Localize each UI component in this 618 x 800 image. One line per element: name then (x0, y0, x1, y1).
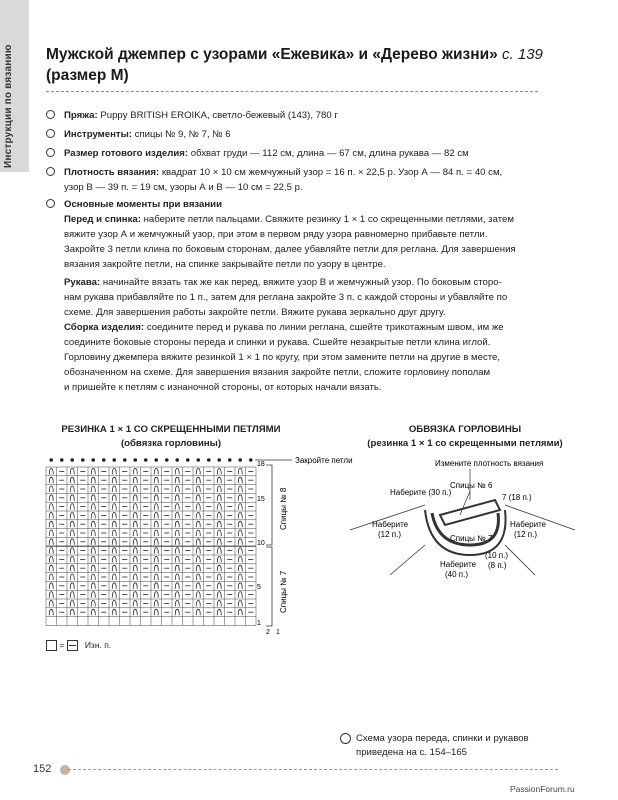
twisted-stitch-symbol (49, 609, 53, 615)
spec-label: Пряжа: (64, 110, 98, 121)
twisted-stitch-symbol (154, 486, 158, 492)
twisted-stitch-symbol (49, 477, 53, 483)
twisted-stitch-symbol (196, 530, 200, 536)
twisted-stitch-symbol (49, 600, 53, 606)
needle8-bracket (266, 465, 272, 545)
stitch-grid (46, 458, 256, 625)
para-line: вязания закройте петли, на спинке закрывайте петли по узору в центре. (64, 259, 386, 270)
twisted-stitch-symbol (70, 486, 74, 492)
twisted-stitch-symbol (70, 512, 74, 518)
twisted-stitch-symbol (91, 592, 95, 598)
twisted-stitch-symbol (91, 521, 95, 527)
para-line: обозначенном на схеме. Для завершения вязания закройте петли, сложите горловину пополам (64, 367, 491, 378)
twisted-stitch-symbol (196, 504, 200, 510)
twisted-stitch-symbol (70, 504, 74, 510)
twisted-stitch-symbol (238, 521, 242, 527)
spec-value-cont: узор В — 39 п. = 19 см, узоры А и В — 10 см = 22,5 р. (64, 182, 303, 193)
twisted-stitch-symbol (70, 592, 74, 598)
twisted-stitch-symbol (91, 565, 95, 571)
bind-off-dot (123, 458, 127, 462)
spec-value: обхват груди — 112 см, длина — 67 см, длина рукава — 82 см (190, 148, 469, 159)
twisted-stitch-symbol (70, 583, 74, 589)
twisted-stitch-symbol (70, 477, 74, 483)
twisted-stitch-symbol (196, 592, 200, 598)
twisted-stitch-symbol (133, 468, 137, 474)
twisted-stitch-symbol (91, 600, 95, 606)
twisted-stitch-symbol (196, 477, 200, 483)
twisted-stitch-symbol (91, 495, 95, 501)
sidebar-tab (0, 0, 29, 172)
twisted-stitch-symbol (196, 565, 200, 571)
twisted-stitch-symbol (133, 477, 137, 483)
needle7-label: Спицы № 7 (279, 570, 288, 613)
note-line2: приведена на с. 154–165 (356, 747, 468, 758)
twisted-stitch-symbol (217, 592, 221, 598)
twisted-stitch-symbol (154, 548, 158, 554)
twisted-stitch-symbol (175, 556, 179, 562)
twisted-stitch-symbol (238, 530, 242, 536)
bullet-icon (46, 148, 55, 157)
twisted-stitch-symbol (217, 495, 221, 501)
twisted-stitch-symbol (154, 468, 158, 474)
neckband-title (340, 423, 590, 451)
close-stitches-label: Закройте петли (295, 456, 353, 465)
twisted-stitch-symbol (133, 548, 137, 554)
n8-label: (8 п.) (488, 561, 507, 570)
twisted-stitch-symbol (196, 609, 200, 615)
para-line: начинайте вязать так же как перед, вяжите узор В и жемчужный узор. По боковым сторо- (102, 277, 502, 288)
twisted-stitch-symbol (133, 486, 137, 492)
twisted-stitch-symbol (175, 592, 179, 598)
twisted-stitch-symbol (49, 592, 53, 598)
twisted-stitch-symbol (49, 574, 53, 580)
twisted-stitch-symbol (217, 512, 221, 518)
cast30-label: Наберите (30 п.) (390, 488, 452, 497)
twisted-stitch-symbol (175, 504, 179, 510)
page-number: 152 (33, 763, 52, 775)
twisted-stitch-symbol (238, 504, 242, 510)
spec-label: Размер готового изделия: (64, 148, 189, 159)
spec-label: Плотность вязания: (64, 167, 160, 178)
twisted-stitch-symbol (70, 600, 74, 606)
bind-off-dot (186, 458, 190, 462)
page-dot-icon (60, 765, 70, 775)
twisted-stitch-symbol (175, 548, 179, 554)
twisted-stitch-symbol (154, 530, 158, 536)
twisted-stitch-symbol (112, 592, 116, 598)
twisted-stitch-symbol (133, 583, 137, 589)
twisted-stitch-symbol (238, 583, 242, 589)
legend-text: Изн. п. (84, 640, 112, 650)
para-label: Сборка изделия: (64, 322, 145, 333)
twisted-stitch-symbol (154, 539, 158, 545)
row-number-10: 10 (257, 540, 265, 547)
twisted-stitch-symbol (133, 600, 137, 606)
twisted-stitch-symbol (112, 574, 116, 580)
para-line: наберите петли пальцами. Свяжите резинку 1 × 1 со скрещенными петлями, затем (143, 214, 514, 225)
twisted-stitch-symbol (112, 556, 116, 562)
twisted-stitch-symbol (70, 556, 74, 562)
twisted-stitch-symbol (49, 521, 53, 527)
para-line: и пришейте к петлям с изнаночной стороны, от которых начали вязать. (64, 382, 382, 393)
twisted-stitch-symbol (217, 486, 221, 492)
twisted-stitch-symbol (49, 565, 53, 571)
twisted-stitch-symbol (112, 600, 116, 606)
twisted-stitch-symbol (70, 495, 74, 501)
twisted-stitch-symbol (175, 565, 179, 571)
twisted-stitch-symbol (175, 495, 179, 501)
para-line: схеме. Для завершения работы закройте петли. Вяжите рукава зеркально друг другу. (64, 307, 446, 318)
twisted-stitch-symbol (196, 583, 200, 589)
bind-off-dot (91, 458, 95, 462)
twisted-stitch-symbol (91, 486, 95, 492)
twisted-stitch-symbol (70, 530, 74, 536)
bind-off-dot (217, 458, 221, 462)
twisted-stitch-symbol (238, 495, 242, 501)
twisted-stitch-symbol (91, 530, 95, 536)
twisted-stitch-symbol (238, 600, 242, 606)
twisted-stitch-symbol (175, 477, 179, 483)
left-12-label: (12 п.) (378, 530, 402, 539)
neckband-title-line2: (резинка 1 × 1 со скрещенными петлями) (367, 438, 563, 449)
twisted-stitch-symbol (238, 609, 242, 615)
spec-value: спицы № 9, № 7, № 6 (134, 129, 231, 140)
legend-purl-cell-icon (67, 640, 78, 651)
twisted-stitch-symbol (70, 521, 74, 527)
twisted-stitch-symbol (238, 574, 242, 580)
twisted-stitch-symbol (217, 539, 221, 545)
para-line: соедините боковые стороны переда и спинки и рукава. Сшейте незакрытые петли клина иглой. (64, 337, 491, 348)
twisted-stitch-symbol (175, 609, 179, 615)
twisted-stitch-symbol (217, 600, 221, 606)
twisted-stitch-symbol (217, 468, 221, 474)
spec-value: Puppy BRITISH EROIKA, светло-бежевый (143), 780 г (100, 110, 338, 121)
bottom-cast-label: Наберите (440, 560, 477, 569)
body-line-lower-left (390, 545, 425, 575)
neckband-title-line1: ОБВЯЗКА ГОРЛОВИНЫ (408, 424, 522, 435)
twisted-stitch-symbol (238, 548, 242, 554)
twisted-stitch-symbol (196, 486, 200, 492)
bind-off-dot (228, 458, 232, 462)
row-number-1: 1 (257, 620, 261, 627)
spec-size (46, 146, 546, 161)
twisted-stitch-symbol (49, 539, 53, 545)
twisted-stitch-symbol (112, 548, 116, 554)
bind-off-dot (175, 458, 179, 462)
twisted-stitch-symbol (154, 574, 158, 580)
twisted-stitch-symbol (196, 548, 200, 554)
twisted-stitch-symbol (91, 609, 95, 615)
bind-off-dot (102, 458, 106, 462)
bullet-icon (46, 129, 55, 138)
twisted-stitch-symbol (217, 504, 221, 510)
twisted-stitch-symbol (112, 504, 116, 510)
twisted-stitch-symbol (238, 512, 242, 518)
spec-label: Инструменты: (64, 129, 132, 140)
twisted-stitch-symbol (70, 468, 74, 474)
bind-off-dot (196, 458, 200, 462)
bind-off-dot (112, 458, 116, 462)
twisted-stitch-symbol (154, 565, 158, 571)
spec-label: Основные моменты при вязании (64, 199, 222, 210)
twisted-stitch-symbol (91, 556, 95, 562)
bind-off-dot (154, 458, 158, 462)
twisted-stitch-symbol (112, 512, 116, 518)
twisted-stitch-symbol (196, 556, 200, 562)
twisted-stitch-symbol (133, 592, 137, 598)
twisted-stitch-symbol (49, 583, 53, 589)
twisted-stitch-symbol (217, 556, 221, 562)
twisted-stitch-symbol (112, 477, 116, 483)
right-12-label: (12 п.) (514, 530, 538, 539)
twisted-stitch-symbol (112, 539, 116, 545)
neckband-front (440, 500, 500, 525)
sidebar-label: Инструкции по вязанию (3, 44, 14, 168)
needle7-bracket (266, 547, 272, 626)
bind-off-dot (165, 458, 169, 462)
n10-label: (10 п.) (485, 551, 509, 560)
twisted-stitch-symbol (49, 468, 53, 474)
title-divider (46, 91, 538, 92)
twisted-stitch-symbol (154, 477, 158, 483)
para-line: Горловину джемпера вяжите резинкой 1 × 1 по кругу, при этом замените петли на другие в месте, (64, 352, 501, 363)
twisted-stitch-symbol (217, 477, 221, 483)
twisted-stitch-symbol (175, 512, 179, 518)
twisted-stitch-symbol (133, 521, 137, 527)
twisted-stitch-symbol (175, 583, 179, 589)
twisted-stitch-symbol (91, 574, 95, 580)
spec-tools (46, 127, 546, 142)
rib-title-line1: РЕЗИНКА 1 × 1 СО СКРЕЩЕННЫМИ ПЕТЛЯМИ (61, 424, 281, 435)
para-line: соедините перед и рукава по линии реглана, сшейте трикотажным швом, им же (146, 322, 504, 333)
twisted-stitch-symbol (196, 512, 200, 518)
twisted-stitch-symbol (91, 539, 95, 545)
twisted-stitch-symbol (70, 539, 74, 545)
instructions-sleeves (64, 275, 554, 320)
bind-off-dot (207, 458, 211, 462)
needles6-pointer (460, 491, 470, 515)
bind-off-dot (81, 458, 85, 462)
chart-legend (46, 640, 111, 651)
bullet-icon (46, 167, 55, 176)
twisted-stitch-symbol (217, 583, 221, 589)
instructions-front-back (64, 212, 554, 272)
col-number-1: 1 (276, 629, 280, 636)
twisted-stitch-symbol (133, 530, 137, 536)
needle8-label: Спицы № 8 (279, 487, 288, 530)
twisted-stitch-symbol (91, 583, 95, 589)
twisted-stitch-symbol (133, 504, 137, 510)
twisted-stitch-symbol (70, 565, 74, 571)
para-line: Закройте 3 петли клина по боковым сторонам, далее убавляйте петли для реглана. Для завершения (64, 244, 516, 255)
twisted-stitch-symbol (217, 609, 221, 615)
twisted-stitch-symbol (196, 539, 200, 545)
bind-off-dot (70, 458, 74, 462)
title-text: Мужской джемпер с узорами «Ежевика» и «Дерево жизни» (46, 46, 498, 63)
twisted-stitch-symbol (217, 565, 221, 571)
twisted-stitch-symbol (133, 495, 137, 501)
twisted-stitch-symbol (133, 556, 137, 562)
para-line: нам рукава прибавляйте по 1 п., затем для реглана закройте 3 п. с каждой стороны и убавляйте по (64, 292, 508, 303)
spec-yarn (46, 108, 546, 123)
instructions-assembly (64, 320, 554, 395)
twisted-stitch-symbol (238, 592, 242, 598)
legend-equals: = (59, 640, 65, 650)
footer-rule (68, 769, 558, 770)
para-label: Рукава: (64, 277, 101, 288)
twisted-stitch-symbol (154, 600, 158, 606)
body-line-lower-right (505, 545, 535, 575)
twisted-stitch-symbol (91, 504, 95, 510)
twisted-stitch-symbol (49, 556, 53, 562)
twisted-stitch-symbol (238, 539, 242, 545)
spec-value: квадрат 10 × 10 см жемчужный узор = 16 п. × 22,5 р. Узор А — 84 п. = 40 см, (161, 167, 503, 178)
twisted-stitch-symbol (238, 486, 242, 492)
twisted-stitch-symbol (196, 600, 200, 606)
twisted-stitch-symbol (175, 600, 179, 606)
twisted-stitch-symbol (238, 477, 242, 483)
twisted-stitch-symbol (133, 609, 137, 615)
size-label: (размер М) (46, 67, 129, 84)
twisted-stitch-symbol (175, 486, 179, 492)
twisted-stitch-symbol (217, 548, 221, 554)
row-number-15: 15 (257, 496, 265, 503)
twisted-stitch-symbol (175, 521, 179, 527)
neckline-outer (425, 510, 506, 555)
bullet-icon (46, 110, 55, 119)
twisted-stitch-symbol (238, 565, 242, 571)
para-line: вяжите узор А и жемчужный узор, при этом в первом ряду узора равномерно прибавьте петли. (64, 229, 488, 240)
row-number-5: 5 (257, 584, 261, 591)
note-line1: Схема узора переда, спинки и рукавов (356, 733, 529, 744)
twisted-stitch-symbol (112, 609, 116, 615)
twisted-stitch-symbol (154, 504, 158, 510)
twisted-stitch-symbol (154, 556, 158, 562)
twisted-stitch-symbol (217, 574, 221, 580)
needles7-label: Спицы № 7 (450, 534, 493, 543)
watermark: PassionForum.ru (510, 784, 575, 794)
twisted-stitch-symbol (49, 495, 53, 501)
rib-chart-title (46, 423, 296, 451)
twisted-stitch-symbol (133, 539, 137, 545)
bullet-icon (46, 199, 55, 208)
note-icon (340, 733, 351, 744)
twisted-stitch-symbol (196, 468, 200, 474)
twisted-stitch-symbol (91, 548, 95, 554)
twisted-stitch-symbol (112, 583, 116, 589)
legend-empty-cell-icon (46, 640, 57, 651)
needles6-label: Спицы № 6 (450, 481, 493, 490)
col-number-2: 2 (266, 629, 270, 636)
twisted-stitch-symbol (91, 468, 95, 474)
twisted-stitch-symbol (217, 521, 221, 527)
pattern-reference-note (356, 732, 529, 760)
twisted-stitch-symbol (238, 556, 242, 562)
twisted-stitch-symbol (91, 512, 95, 518)
bind-off-dot (144, 458, 148, 462)
twisted-stitch-symbol (133, 565, 137, 571)
right-cast-label: Наберите (510, 520, 547, 529)
twisted-stitch-symbol (154, 521, 158, 527)
twisted-stitch-symbol (49, 548, 53, 554)
twisted-stitch-symbol (154, 583, 158, 589)
twisted-stitch-symbol (175, 539, 179, 545)
twisted-stitch-symbol (112, 468, 116, 474)
twisted-stitch-symbol (217, 530, 221, 536)
twisted-stitch-symbol (49, 504, 53, 510)
twisted-stitch-symbol (196, 521, 200, 527)
row-number-18: 18 (257, 461, 265, 468)
twisted-stitch-symbol (112, 530, 116, 536)
twisted-stitch-symbol (49, 486, 53, 492)
bind-off-dot (133, 458, 137, 462)
twisted-stitch-symbol (70, 574, 74, 580)
spec-main-points (46, 197, 546, 212)
twisted-stitch-symbol (49, 530, 53, 536)
twisted-stitch-symbol (133, 574, 137, 580)
twisted-stitch-symbol (133, 512, 137, 518)
twisted-stitch-symbol (196, 574, 200, 580)
twisted-stitch-symbol (154, 495, 158, 501)
twisted-stitch-symbol (154, 592, 158, 598)
twisted-stitch-symbol (175, 574, 179, 580)
twisted-stitch-symbol (112, 495, 116, 501)
bottom-40-label: (40 п.) (445, 570, 469, 579)
bind-off-dot (60, 458, 64, 462)
density-label: Измените плотность вязания (435, 459, 544, 468)
neckband-diagram (330, 455, 600, 605)
twisted-stitch-symbol (196, 495, 200, 501)
twisted-stitch-symbol (70, 548, 74, 554)
twisted-stitch-symbol (112, 521, 116, 527)
page-reference: с. 139 (502, 46, 543, 63)
twisted-stitch-symbol (49, 512, 53, 518)
bind-off-dot (249, 458, 253, 462)
page-title (46, 44, 566, 86)
rib-title-line2: (обвязка горловины) (120, 438, 222, 449)
twisted-stitch-symbol (154, 609, 158, 615)
spec-gauge (46, 165, 546, 195)
para-label: Перед и спинка: (64, 214, 141, 225)
twisted-stitch-symbol (91, 477, 95, 483)
twisted-stitch-symbol (70, 609, 74, 615)
twisted-stitch-symbol (238, 468, 242, 474)
bind-off-dot (238, 458, 242, 462)
twisted-stitch-symbol (175, 468, 179, 474)
rib-stitch-chart (40, 455, 353, 640)
twisted-stitch-symbol (154, 512, 158, 518)
n7-18-label: 7 (18 п.) (502, 493, 532, 502)
twisted-stitch-symbol (175, 530, 179, 536)
twisted-stitch-symbol (112, 486, 116, 492)
left-cast-label: Наберите (372, 520, 409, 529)
twisted-stitch-symbol (112, 565, 116, 571)
bind-off-dot (49, 458, 53, 462)
